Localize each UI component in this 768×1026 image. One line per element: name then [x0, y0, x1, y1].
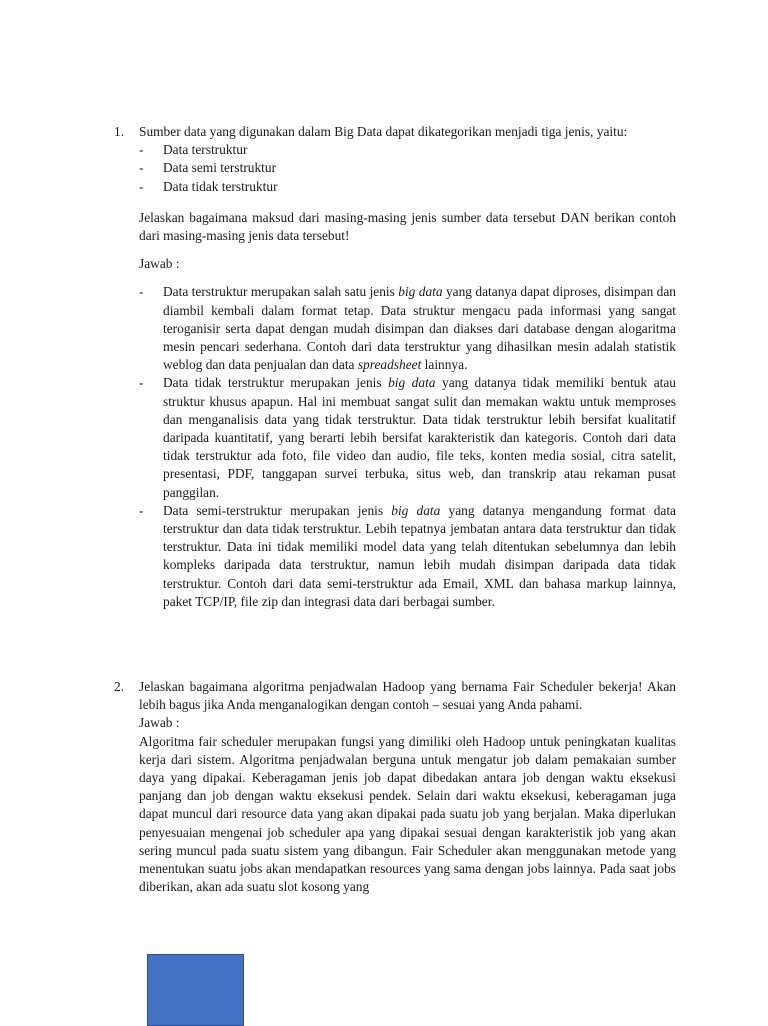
list-item-text: Data tidak terstruktur — [163, 178, 278, 194]
answer-text: lainnya. — [421, 357, 468, 373]
answer-item — [139, 502, 676, 611]
dash-mark: - — [139, 178, 144, 194]
answer-paragraph: Algoritma fair scheduler merupakan fungsi yang dimiliki oleh Hadoop untuk peningkatan kualitas kerja dari sistem. Algoritma penjadwalan berguna untuk mengatur job dalam pemakaian sumber daya yang dipakai. Keberagaman jenis job dapat dibedakan antara job dengan waktu eksekusi panjang dan job dengan waktu eksekusi pendek. Selain dari waktu eksekusi, keberagaman juga dapat muncul dari resource data yang akan dipakai pada suatu job yang berjalan. Maka diperlukan penyesuaian mengenai job scheduler apa yang dipakai sesuai dengan karakteristik job yang akan sering muncul pada suatu sistem yang dibangun. Fair Scheduler akan menggunakan metode yang menentukan suatu jobs akan mendapatkan resources yang sama dengan jobs lainnya. Pada saat jobs diberikan, akan ada suatu slot kosong yang — [139, 733, 676, 895]
answer-text: yang datanya tidak memiliki bentuk atau struktur khusus apapun. Hal ini membuat sangat sulit dan memakan waktu untuk memproses dan menganalisis data yang tidak terstruktur. Data tidak terstruktur lebih bersifat kualitatif daripada kuantitatif, yang berarti lebih bersifat karakteristik dan kategoris. Contoh dari data tidak terstruktur ada foto, file video dan audio, file teks, konten media sosial, citra satelit, presentasi, PDF, tanggapan survei terbuka, situs web, dan transkrip atau rekaman pusat panggilan. — [163, 375, 676, 500]
list-item-text: Data terstruktur — [163, 142, 248, 158]
answer-text: yang datanya mengandung format data terstruktur dan data tidak terstruktur. Lebih tepatnya jembatan antara data terstruktur dan tidak terstruktur. Data ini tidak memiliki model data yang telah ditentukan sebelumnya dan lebih kompleks daripada data terstruktur, namun lebih mudah disimpan daripada data tidak terstruktur. Contoh dari data semi-terstruktur ada Email, XML dan bahasa markup lainnya, paket TCP/IP, file zip dan integrasi data dari berbagai sumber. — [163, 502, 676, 609]
list-item-text: Data semi terstruktur — [163, 160, 277, 176]
answer-list — [139, 283, 676, 611]
list-item — [139, 159, 676, 177]
answer-item — [139, 283, 676, 374]
answer-emphasis: big data — [388, 375, 436, 391]
answer-emphasis: big data — [391, 502, 441, 518]
answer-emphasis: spreadsheet — [357, 357, 422, 373]
question-number: 1. — [114, 124, 125, 139]
dash-mark: - — [139, 284, 144, 300]
question-2 — [114, 678, 676, 896]
answer-text: Data terstruktur merupakan salah satu jenis — [163, 284, 399, 300]
answer-label: Jawab : — [139, 715, 180, 731]
answer-item — [139, 374, 676, 501]
answer-label: Jawab : — [139, 256, 180, 272]
answer-text: Data tidak terstruktur merupakan jenis — [163, 375, 389, 391]
question-instruction: Jelaskan bagaimana maksud dari masing-masing jenis sumber data tersebut DAN berikan contoh dari masing-masing jenis data tersebut! — [139, 209, 676, 244]
dash-mark: - — [139, 375, 144, 391]
dash-mark: - — [139, 142, 144, 158]
list-item — [139, 178, 676, 196]
dash-mark: - — [139, 502, 144, 518]
data-type-list — [139, 141, 676, 196]
question-1 — [114, 123, 676, 611]
answer-text: Data semi-terstruktur merupakan jenis — [163, 502, 392, 518]
blue-rectangle-shape — [147, 954, 244, 1026]
dash-mark: - — [139, 160, 144, 176]
question-prompt: Sumber data yang digunakan dalam Big Data dapat dikategorikan menjadi tiga jenis, yaitu: — [139, 124, 628, 139]
list-item — [139, 141, 676, 159]
question-prompt: Jelaskan bagaimana algoritma penjadwalan Hadoop yang bernama Fair Scheduler bekerja! Akan lebih bagus jika Anda menganalogikan dengan contoh – sesuai yang Anda pahami. — [139, 679, 676, 713]
question-number: 2. — [114, 679, 125, 694]
answer-text: yang datanya dapat diproses, disimpan dan diambil kembali dalam format tetap. Data struktur mengacu pada informasi yang sangat teroganisir serta dapat dengan mudah disimpan dan diakses dari database dengan alogaritma mesin pencari sederhana. Contoh dari data terstruktur yang dihasilkan mesin adalah statistik weblog dan data penjualan dan data — [163, 284, 676, 373]
answer-emphasis: big data — [398, 284, 443, 300]
